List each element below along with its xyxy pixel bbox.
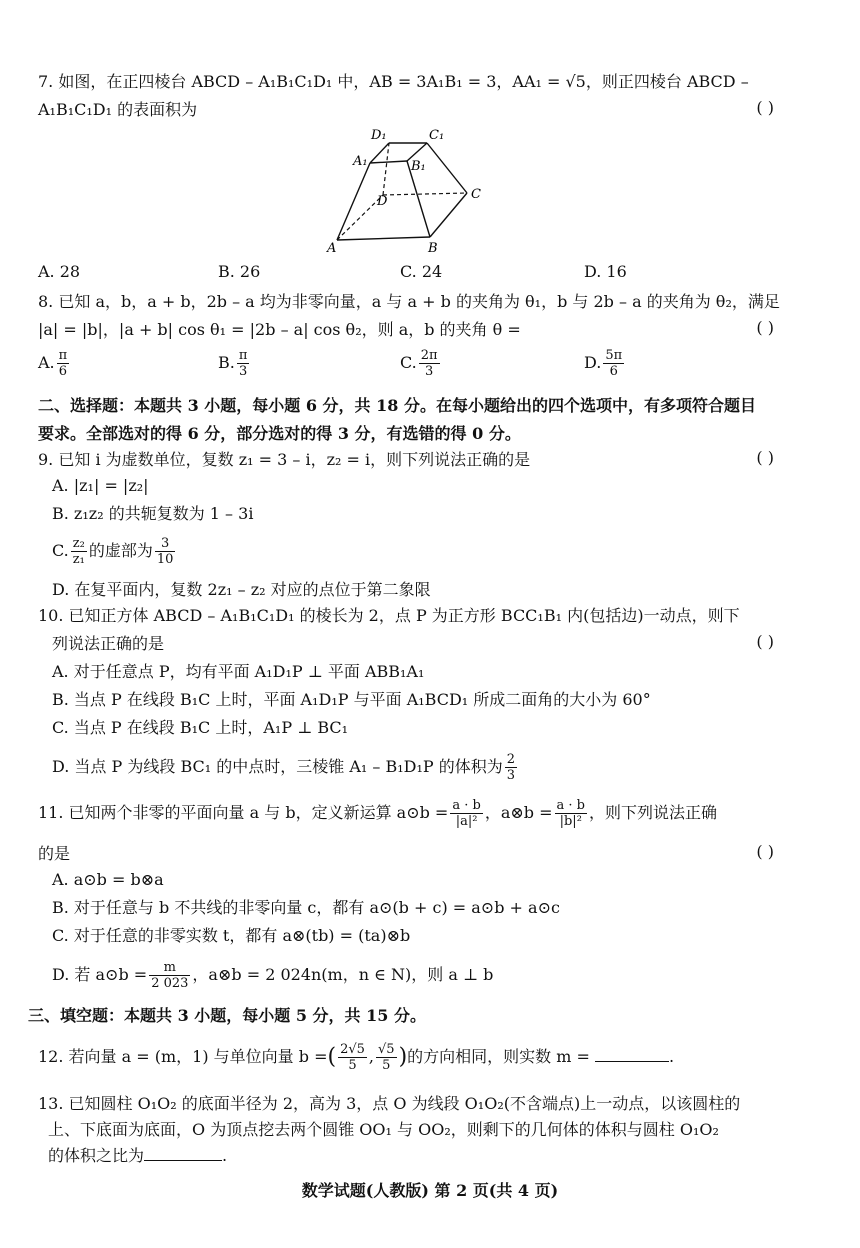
section2-line2: 要求。全部选对的得 6 分，部分选对的得 3 分，有选错的得 0 分。: [38, 424, 521, 443]
q13-line3: 的体积之比为 .: [48, 1146, 228, 1165]
section3-heading: 三、填空题：本题共 3 小题，每小题 5 分，共 15 分。: [28, 1006, 426, 1025]
q9-answer-paren: ( ): [756, 448, 774, 467]
q10-line1: 10. 已知正方体 ABCD – A₁B₁C₁D₁ 的棱长为 2，点 P 为正方形 BCC₁B₁ 内(包括边)一动点，则下: [38, 606, 740, 625]
label-D: D: [377, 194, 388, 209]
q11-line2: 的是: [38, 844, 71, 863]
q13-line2: 上、下底面为底面，O 为顶点挖去两个圆锥 OO₁ 与 OO₂，则剩下的几何体的体积与圆柱 O₁O₂: [48, 1120, 719, 1139]
q7-option-c[interactable]: C. 24: [400, 262, 443, 281]
q10-option-c[interactable]: C. 当点 P 在线段 B₁C 上时，A₁P ⊥ BC₁: [52, 718, 349, 737]
q9-option-a[interactable]: A. |z₁| = |z₂|: [52, 476, 149, 495]
q7-option-b[interactable]: B. 26: [218, 262, 261, 281]
label-A1: A₁: [353, 154, 368, 169]
q10-option-b[interactable]: B. 当点 P 在线段 B₁C 上时，平面 A₁D₁P 与平面 A₁BCD₁ 所成二面角的大小为 60°: [52, 690, 651, 709]
q10-answer-paren: ( ): [756, 632, 774, 651]
q7-answer-paren: ( ): [756, 98, 774, 117]
q7-line1: 7. 如图，在正四棱台 ABCD – A₁B₁C₁D₁ 中，AB = 3A₁B₁ = 3，AA₁ = √5，则正四棱台 ABCD –: [38, 72, 749, 91]
q8-answer-paren: ( ): [756, 318, 774, 337]
label-B1: B₁: [411, 159, 426, 174]
q9-option-d[interactable]: D. 在复平面内，复数 2z₁ – z₂ 对应的点位于第二象限: [52, 580, 431, 599]
q7-line2: A₁B₁C₁D₁ 的表面积为: [38, 100, 198, 119]
q8-option-c[interactable]: C. $\frac{2\pi}{3}$: [400, 348, 438, 379]
label-B: B: [428, 241, 438, 255]
label-C: C: [471, 187, 481, 202]
q9-option-b[interactable]: B. z₁z₂ 的共轭复数为 1 – 3i: [52, 504, 254, 523]
frustum-figure: [325, 125, 495, 255]
q10-option-a[interactable]: A. 对于任意点 P，均有平面 A₁D₁P ⊥ 平面 ABB₁A₁: [52, 662, 425, 681]
section2-heading: 二、选择题：本题共 3 小题，每小题 6 分，共 18 分。在每小题给出的四个选项中，有多项符合题目: [38, 396, 756, 415]
q7-option-a[interactable]: A. 28: [38, 262, 81, 281]
label-C1: C₁: [429, 128, 445, 143]
q8-option-a[interactable]: A. $\frac{\pi}{6}$: [38, 348, 68, 379]
q11-answer-paren: ( ): [756, 842, 774, 861]
q8-line1: 8. 已知 a，b，a + b，2b – a 均为非零向量，a 与 a + b 的夹角为 θ₁，b 与 2b – a 的夹角为 θ₂，满足: [38, 292, 780, 311]
q9-option-c[interactable]: C. $\frac{\text{z₂}}{\text{z₁}}$ 的虚部为 $\frac{3}{10}$: [52, 536, 174, 567]
q10-line2: 列说法正确的是: [52, 634, 165, 653]
q8-line2: |a| = |b|，|a + b| cos θ₁ = |2b – a| cos θ₂，则 a，b 的夹角 θ =: [38, 320, 521, 339]
q11-option-b[interactable]: B. 对于任意与 b 不共线的非零向量 c，都有 a⊙(b + c) = a⊙b + a⊙c: [52, 898, 560, 917]
q11-line1: 11. 已知两个非零的平面向量 a 与 b，定义新运算 a⊙b = $\frac{a \cdot b}{\text{|a|²}}$ ，a⊗b = $\frac{a \cdot b}{\text{|b|²}}$ ，则下列说法正确: [38, 798, 718, 829]
q8-option-d[interactable]: D. $\frac{5\pi}{6}$: [584, 348, 623, 379]
q12-line: 12. 若向量 a = (m，1) 与单位向量 b =( $\frac{2√5}{5}$ , $\frac{√5}{5}$ )的方向相同，则实数 m = .: [38, 1042, 675, 1073]
q9-stem: 9. 已知 i 为虚数单位，复数 z₁ = 3 – i，z₂ = i，则下列说法正确的是: [38, 450, 531, 469]
q11-option-c[interactable]: C. 对于任意的非零实数 t，都有 a⊗(tb) = (ta)⊗b: [52, 926, 411, 945]
q13-answer-blank[interactable]: [144, 1144, 222, 1161]
q13-line1: 13. 已知圆柱 O₁O₂ 的底面半径为 2，高为 3，点 O 为线段 O₁O₂(不含端点)上一动点，以该圆柱的: [38, 1094, 741, 1113]
q7-option-d[interactable]: D. 16: [584, 262, 627, 281]
q11-option-d[interactable]: D. 若 a⊙b = $\frac{m}{2 023}$ ，a⊗b = 2 024n(m，n ∈ N)，则 a ⊥ b: [52, 960, 494, 991]
label-D1: D₁: [371, 128, 387, 143]
q8-option-b[interactable]: B. $\frac{\pi}{3}$: [218, 348, 248, 379]
q10-option-d[interactable]: D. 当点 P 为线段 BC₁ 的中点时，三棱锥 A₁ – B₁D₁P 的体积为 $\frac{2}{3}$: [52, 752, 516, 783]
label-A: A: [327, 241, 337, 255]
page-footer: 数学试题(人教版) 第 2 页(共 4 页): [301, 1181, 559, 1200]
q11-option-a[interactable]: A. a⊙b = b⊗a: [52, 870, 164, 889]
q12-answer-blank[interactable]: [595, 1045, 669, 1062]
